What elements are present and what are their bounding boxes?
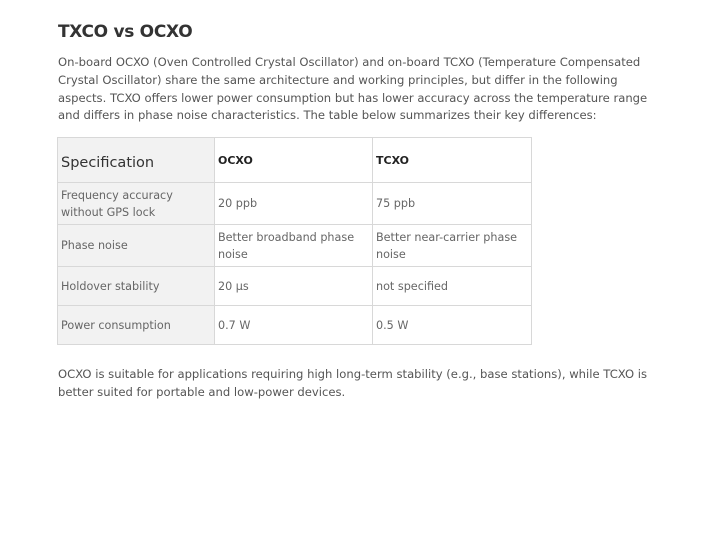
header-specification: Specification	[58, 138, 215, 183]
table-row	[58, 267, 532, 306]
tcxo-value: 0.5 W	[373, 306, 532, 345]
tcxo-value: Better near-carrier phase noise	[373, 225, 532, 267]
summary-paragraph: OCXO is suitable for applications requiring high long-term stability (e.g., base stations), while TCXO is better suited for portable and low-power devices.	[58, 367, 648, 399]
spec-label: Phase noise	[58, 225, 215, 267]
table-header-row	[58, 138, 532, 183]
ocxo-value: 20 ppb	[215, 183, 373, 225]
spec-label: Frequency accuracy without GPS lock	[58, 183, 215, 225]
table-row	[58, 225, 532, 267]
spec-label: Holdover stability	[58, 267, 215, 306]
spec-label: Power consumption	[58, 306, 215, 345]
table-row	[58, 183, 532, 225]
ocxo-value: 20 μs	[215, 267, 373, 306]
intro-paragraph: On-board OCXO (Oven Controlled Crystal Oscillator) and on-board TCXO (Temperature Compensated Crystal Oscillator) share the same architecture and working principles, but differ in the following aspects. TCXO offers lower power consumption but has lower accuracy across the temperature range and differs in phase noise characteristics. The table below summarizes their key differences:	[58, 55, 648, 123]
table-row	[58, 306, 532, 345]
ocxo-value: Better broadband phase noise	[215, 225, 373, 267]
page-title: TXCO vs OCXO	[58, 22, 193, 42]
comparison-table	[57, 137, 532, 345]
tcxo-value: not specified	[373, 267, 532, 306]
tcxo-value: 75 ppb	[373, 183, 532, 225]
header-ocxo: OCXO	[215, 138, 373, 183]
header-tcxo: TCXO	[373, 138, 532, 183]
ocxo-value: 0.7 W	[215, 306, 373, 345]
